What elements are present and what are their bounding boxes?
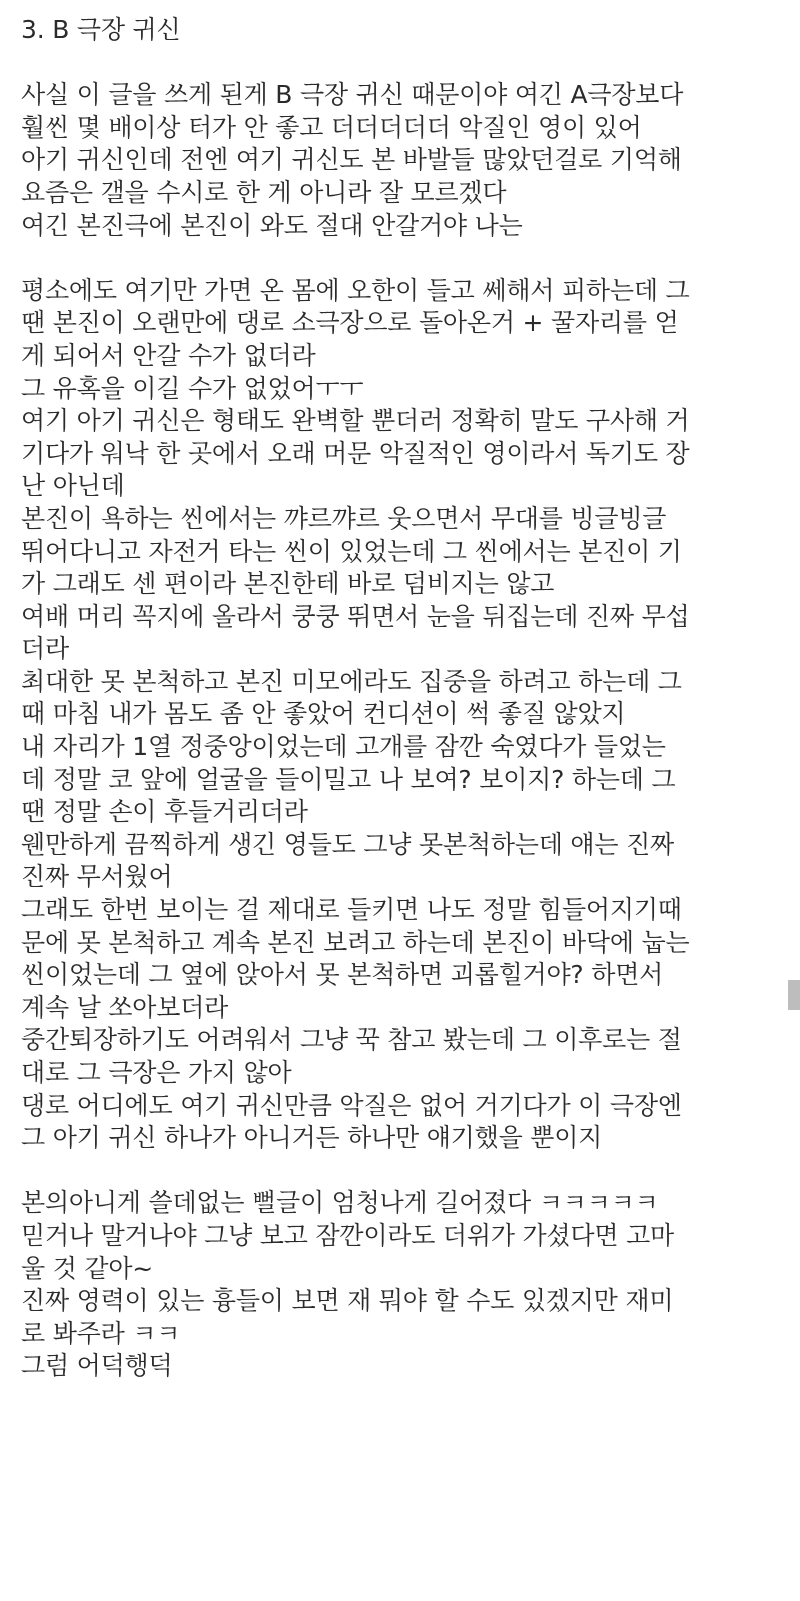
text-line: 믿거나 말거나야 그냥 보고 잠깐이라도 더위가 가셨다면 고마 [21, 1220, 674, 1250]
text-line: 본진이 욕하는 씬에서는 꺄르꺄르 웃으면서 무대를 빙글빙글 [21, 503, 667, 533]
text-line: 여긴 본진극에 본진이 와도 절대 안갈거야 나는 [21, 210, 523, 240]
text-line: 댕로 어디에도 여기 귀신만큼 악질은 없어 거기다가 이 극장엔 [21, 1090, 682, 1120]
text-line: 웬만하게 끔찍하게 생긴 영들도 그냥 못본척하는데 얘는 진짜 [21, 829, 674, 859]
text-line: 울 것 같아~ [21, 1253, 154, 1283]
scrollbar-thumb[interactable] [788, 980, 800, 1010]
text-line: 기다가 워낙 한 곳에서 오래 머문 악질적인 영이라서 독기도 장 [21, 438, 690, 468]
text-line: 사실 이 글을 쓰게 된게 B 극장 귀신 때문이야 여긴 A극장보다 [21, 80, 684, 110]
text-line: 난 아닌데 [21, 471, 125, 501]
text-line: 가 그래도 센 편이라 본진한테 바로 덤비지는 않고 [21, 569, 555, 599]
text-line: 아기 귀신인데 전엔 여기 귀신도 본 바발들 많았던걸로 기억해 [21, 145, 682, 175]
text-line: 로 봐주라 ㅋㅋ [21, 1318, 181, 1348]
text-line: 내 자리가 1열 정중앙이었는데 고개를 잠깐 숙였다가 들었는 [21, 732, 666, 762]
text-line: 요즘은 갤을 수시로 한 게 아니라 잘 모르겠다 [21, 177, 507, 207]
text-line: 그 아기 귀신 하나가 아니거든 하나만 얘기했을 뿐이지 [21, 1123, 603, 1153]
post-body [21, 14, 786, 1383]
text-line: 여기 아기 귀신은 형태도 완벽할 뿐더러 정확히 말도 구사해 거 [21, 406, 690, 436]
text-line: 그래도 한번 보이는 걸 제대로 들키면 나도 정말 힘들어지기때 [21, 895, 682, 925]
text-line: 게 되어서 안갈 수가 없더라 [21, 340, 316, 370]
paragraph-spacer [21, 1155, 786, 1188]
text-line: 중간퇴장하기도 어려워서 그냥 꾹 참고 봤는데 그 이후로는 절 [21, 1025, 682, 1055]
text-line: 계속 날 쏘아보더라 [21, 992, 229, 1022]
text-line: 그 유혹을 이길 수가 없었어ㅜㅜ [21, 373, 364, 403]
text-line: 평소에도 여기만 가면 온 몸에 오한이 들고 쎄해서 피하는데 그 [21, 275, 690, 305]
text-line: 더라 [21, 634, 69, 664]
text-line: 훨씬 몇 배이상 터가 안 좋고 더더더더더 악질인 영이 있어 [21, 112, 642, 142]
text-line: 대로 그 극장은 가지 않아 [21, 1058, 292, 1087]
text-line: 땐 정말 손이 후들거리더라 [21, 797, 308, 827]
text-line: 데 정말 코 앞에 얼굴을 들이밀고 나 보여? 보이지? 하는데 그 [21, 764, 676, 794]
paragraph-3 [21, 1187, 786, 1383]
text-line: 씬이었는데 그 옆에 앉아서 못 본척하면 괴롭힐거야? 하면서 [21, 960, 664, 990]
text-line: 때 마침 내가 몸도 좀 안 좋았어 컨디션이 썩 좋질 않았지 [21, 699, 626, 729]
text-line: 문에 못 본척하고 계속 본진 보려고 하는데 본진이 바닥에 눕는 [21, 927, 690, 957]
text-line: 뛰어다니고 자전거 타는 씬이 있었는데 그 씬에서는 본진이 기 [21, 536, 682, 566]
text-line: 진짜 무서웠어 [21, 862, 173, 892]
text-line: 땐 본진이 오랜만에 댕로 소극장으로 돌아온거 + 꿀자리를 얻 [21, 308, 679, 338]
paragraph-2 [21, 275, 786, 1155]
text-line: 최대한 못 본척하고 본진 미모에라도 집중을 하려고 하는데 그 [21, 666, 682, 696]
paragraph-spacer [21, 47, 786, 80]
paragraph-1 [21, 79, 786, 242]
text-line: 본의아니게 쓸데없는 뻘글이 엄청나게 길어졌다 ㅋㅋㅋㅋㅋ [21, 1188, 659, 1218]
text-line: 여배 머리 꼭지에 올라서 쿵쿵 뛰면서 눈을 뒤집는데 진짜 무섭 [21, 601, 690, 631]
text-line: 진짜 영력이 있는 흉들이 보면 재 뭐야 할 수도 있겠지만 재미 [21, 1286, 674, 1316]
paragraph-spacer [21, 242, 786, 275]
post-title: 3. B 극장 귀신 [21, 15, 181, 44]
text-line: 그럼 어덕행덕 [21, 1351, 173, 1381]
